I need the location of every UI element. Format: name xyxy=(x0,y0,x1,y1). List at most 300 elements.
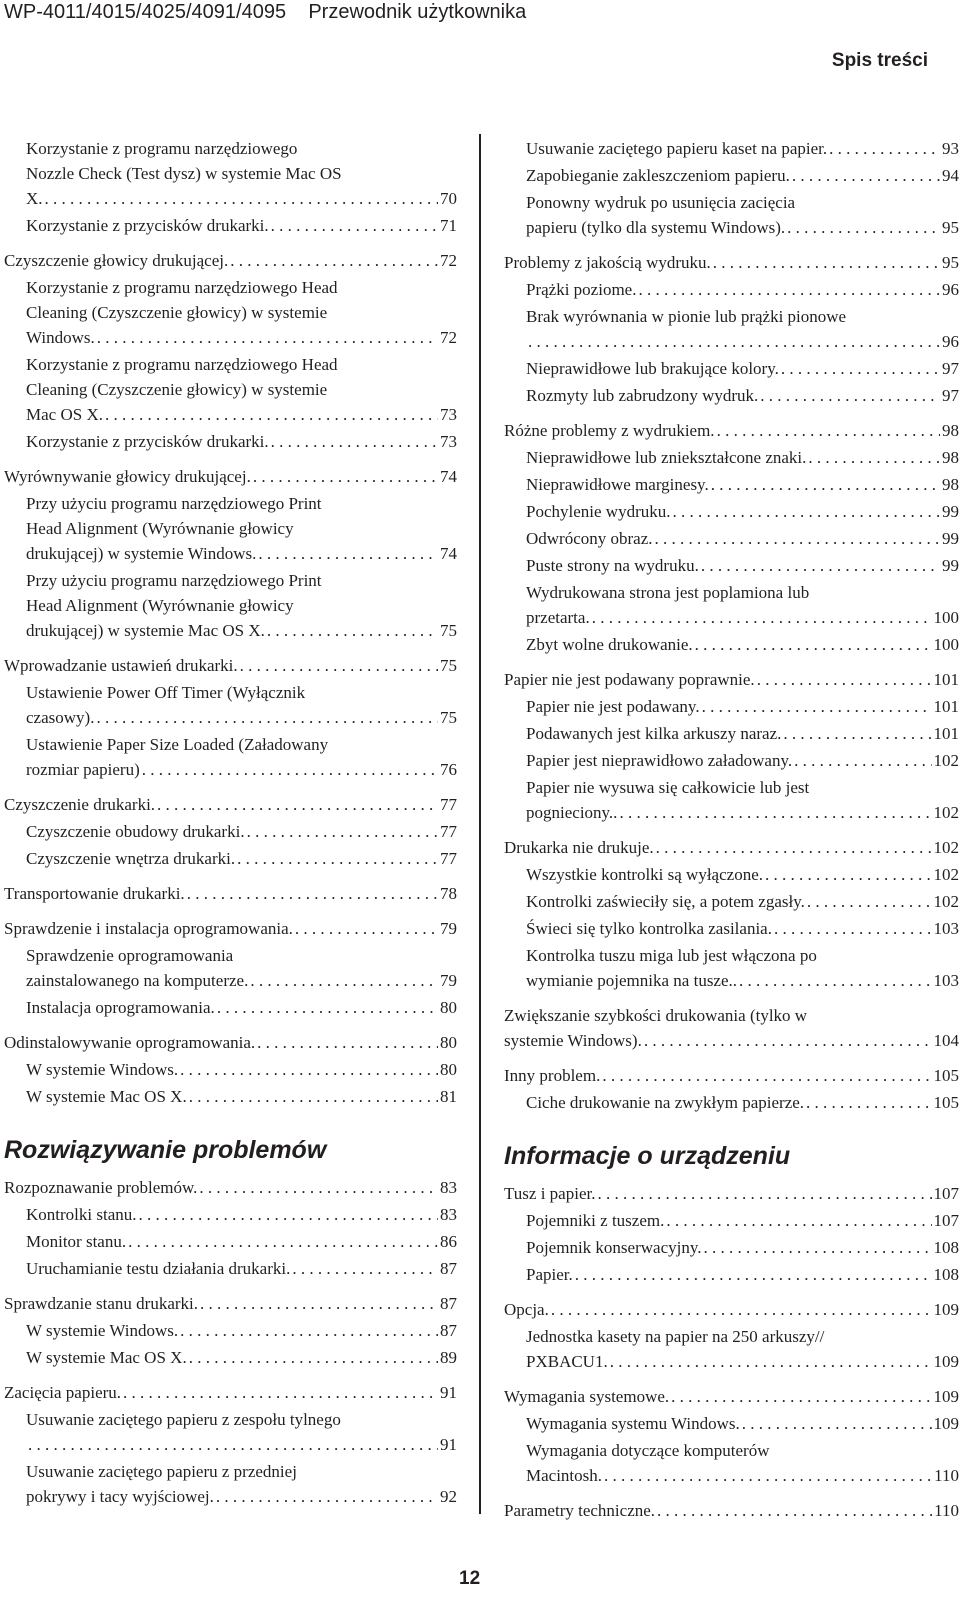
toc-page-number: 101 xyxy=(933,697,959,716)
toc-entry-text: Korzystanie z przycisków drukarki. xyxy=(26,432,269,451)
dot-leader xyxy=(139,1202,439,1227)
toc-entry-text: systemie Windows). xyxy=(504,1031,642,1050)
toc-entry-text: Ciche drukowanie na zwykłym papierze. xyxy=(526,1093,805,1112)
toc-page-number: 91 xyxy=(440,1435,457,1454)
toc-entry[interactable] xyxy=(4,732,457,782)
toc-list xyxy=(4,136,457,1109)
toc-entry-text: Kontrolka tuszu miga lub jest włączona po xyxy=(526,946,817,965)
toc-entry[interactable] xyxy=(504,445,959,470)
toc-entry[interactable] xyxy=(4,846,457,871)
toc-page-number: 101 xyxy=(933,670,959,689)
dot-leader xyxy=(247,819,438,844)
dot-leader xyxy=(189,1345,438,1370)
guide-title: Przewodnik użytkownika xyxy=(308,1,527,23)
toc-page-number: 93 xyxy=(942,139,959,158)
toc-entry-text: Head Alignment (Wyrównanie głowicy xyxy=(26,596,294,615)
toc-entry[interactable] xyxy=(4,1459,457,1509)
toc-entry-text: Wydrukowana strona jest poplamiona lub xyxy=(526,583,810,602)
toc-right-column xyxy=(504,136,959,1523)
toc-entry-text: przetarta. xyxy=(526,608,590,627)
toc-page-number: 95 xyxy=(942,218,959,237)
toc-entry[interactable] xyxy=(504,943,959,993)
toc-entry[interactable] xyxy=(4,819,457,844)
dot-leader xyxy=(713,250,940,275)
toc-entry[interactable] xyxy=(504,1090,959,1115)
toc-entry-text: Sprawdzenie oprogramowania xyxy=(26,946,234,965)
dot-leader xyxy=(142,757,438,782)
toc-entry[interactable] xyxy=(504,1438,959,1488)
toc-entry-text: W systemie Windows. xyxy=(26,1321,179,1340)
dot-leader xyxy=(253,464,438,489)
dot-leader xyxy=(592,605,932,630)
toc-entry-text: Korzystanie z programu narzędziowego Head xyxy=(26,278,338,297)
toc-page-number: 108 xyxy=(933,1265,959,1284)
dot-leader xyxy=(528,329,940,354)
toc-page-number: 96 xyxy=(942,332,959,351)
toc-entry[interactable] xyxy=(4,568,457,643)
toc-entry[interactable] xyxy=(4,429,457,454)
toc-entry[interactable] xyxy=(504,526,959,551)
toc-entry[interactable] xyxy=(504,163,959,188)
toc-entry[interactable] xyxy=(504,553,959,578)
toc-page-number: 101 xyxy=(933,724,959,743)
dot-leader xyxy=(216,1484,438,1509)
toc-entry-text: Zacięcia papieru. xyxy=(4,1383,122,1402)
dot-leader xyxy=(619,800,931,825)
toc-entry-text: Korzystanie z programu narzędziowego Head xyxy=(26,355,338,374)
toc-entry[interactable] xyxy=(4,1407,457,1457)
toc-entry[interactable] xyxy=(4,1084,457,1109)
toc-entry-text: Pochylenie wydruku. xyxy=(526,502,671,521)
toc-entry[interactable] xyxy=(4,275,457,350)
toc-entry-text: Pojemnik konserwacyjny. xyxy=(526,1238,702,1257)
toc-entry-text: Papier. xyxy=(526,1265,573,1284)
toc-entry-text: Przy użyciu programu narzędziowego Print xyxy=(26,494,322,513)
toc-entry[interactable] xyxy=(4,792,457,817)
toc-page-number: 107 xyxy=(933,1184,959,1203)
toc-entry-text: Papier nie jest podawany. xyxy=(526,697,700,716)
dot-leader xyxy=(671,1384,931,1409)
dot-leader xyxy=(604,1463,932,1488)
dot-leader xyxy=(199,1175,438,1200)
dot-leader xyxy=(656,835,932,860)
toc-list xyxy=(504,136,959,1115)
toc-page-number: 98 xyxy=(942,448,959,467)
toc-entry-text: Nieprawidłowe lub brakujące kolory. xyxy=(526,359,779,378)
dot-leader xyxy=(575,1262,932,1287)
toc-page-number: 102 xyxy=(933,892,959,911)
toc-page-number: 79 xyxy=(440,919,457,938)
toc-page-number: 103 xyxy=(933,971,959,990)
toc-entry-text: Drukarka nie drukuje. xyxy=(504,838,654,857)
toc-entry-text: Czyszczenie obudowy drukarki. xyxy=(26,822,245,841)
toc-entry-text: Jednostka kasety na papier na 250 arkuszy// xyxy=(526,1327,825,1346)
toc-entry[interactable] xyxy=(504,472,959,497)
toc-page-number: 78 xyxy=(440,884,457,903)
toc-entry[interactable] xyxy=(4,1318,457,1343)
toc-page-number: 99 xyxy=(942,529,959,548)
toc-entry[interactable] xyxy=(504,1003,959,1053)
toc-entry-text: Uruchamianie testu działania drukarki. xyxy=(26,1259,291,1278)
toc-entry-text: Pojemniki z tuszem. xyxy=(526,1211,665,1230)
toc-page-number: 95 xyxy=(942,253,959,272)
toc-entry[interactable] xyxy=(504,748,959,773)
toc-entry-text: Head Alignment (Wyrównanie głowicy xyxy=(26,519,294,538)
toc-entry-text: czasowy). xyxy=(26,708,95,727)
toc-entry-text: Przy użyciu programu narzędziowego Print xyxy=(26,571,322,590)
toc-entry-text: Ustawienie Paper Size Loaded (Załadowany xyxy=(26,735,329,754)
toc-entry-text: Papier jest nieprawidłowo załadowany. xyxy=(526,751,793,770)
toc-entry[interactable] xyxy=(504,304,959,354)
toc-page-number: 94 xyxy=(942,166,959,185)
toc-page-number: 109 xyxy=(933,1387,959,1406)
dot-leader xyxy=(597,1181,931,1206)
toc-entry[interactable] xyxy=(4,352,457,427)
toc-page-number: 102 xyxy=(933,803,959,822)
toc-entry[interactable] xyxy=(4,1291,457,1316)
dot-leader xyxy=(45,186,438,211)
toc-page-number: 80 xyxy=(440,1033,457,1052)
toc-entry[interactable] xyxy=(504,499,959,524)
toc-entry-text: zainstalowanego na komputerze. xyxy=(26,971,249,990)
toc-entry[interactable] xyxy=(4,1202,457,1227)
dot-leader xyxy=(701,553,940,578)
toc-entry-text: Problemy z jakością wydruku. xyxy=(504,253,711,272)
dot-leader xyxy=(644,1028,932,1053)
toc-entry-text: Odinstalowywanie oprogramowania. xyxy=(4,1033,256,1052)
dot-leader xyxy=(742,1411,932,1436)
dot-leader xyxy=(787,215,940,240)
toc-page-number: 70 xyxy=(440,189,457,208)
toc-page-number: 87 xyxy=(440,1259,457,1278)
dot-leader xyxy=(829,136,940,161)
toc-entry-text: Cleaning (Czyszczenie głowicy) w systemie xyxy=(26,380,328,399)
toc-entry-text: Transportowanie drukarki. xyxy=(4,884,185,903)
toc-entry-text: Wymagania dotyczące komputerów xyxy=(526,1441,770,1460)
toc-entry[interactable] xyxy=(504,889,959,914)
toc-page-number: 108 xyxy=(933,1238,959,1257)
dot-leader xyxy=(711,472,940,497)
dot-leader xyxy=(189,1084,438,1109)
dot-leader xyxy=(237,846,438,871)
toc-page-number: 102 xyxy=(933,865,959,884)
dot-leader xyxy=(157,792,438,817)
toc-page-number: 75 xyxy=(440,621,457,640)
toc-page-number: 98 xyxy=(942,421,959,440)
dot-leader xyxy=(267,618,438,643)
toc-entry[interactable] xyxy=(504,835,959,860)
toc-page-number: 110 xyxy=(934,1466,959,1485)
toc-entry[interactable] xyxy=(504,356,959,381)
toc-entry-text: drukującej) w systemie Mac OS X. xyxy=(26,621,265,640)
toc-entry-text: pognieciony.. xyxy=(526,803,618,822)
dot-leader xyxy=(250,968,438,993)
dot-leader xyxy=(240,653,438,678)
dot-leader xyxy=(292,1256,438,1281)
toc-entry[interactable] xyxy=(4,916,457,941)
dot-leader xyxy=(257,1030,438,1055)
toc-entry-text: drukującej) w systemie Windows. xyxy=(26,544,257,563)
toc-entry[interactable] xyxy=(504,694,959,719)
dot-leader xyxy=(783,721,931,746)
toc-entry[interactable] xyxy=(4,464,457,489)
toc-entry-text: Sprawdzenie i instalacja oprogramowania. xyxy=(4,919,293,938)
toc-entry[interactable] xyxy=(4,653,457,678)
dot-leader xyxy=(703,1235,931,1260)
toc-entry[interactable] xyxy=(504,250,959,275)
dot-leader xyxy=(271,213,438,238)
toc-entry-text: W systemie Mac OS X. xyxy=(26,1087,187,1106)
toc-entry[interactable] xyxy=(504,1235,959,1260)
toc-page-number: 109 xyxy=(933,1352,959,1371)
column-divider xyxy=(479,134,481,1514)
dot-leader xyxy=(123,1380,438,1405)
toc-entry-text: Wymagania systemowe. xyxy=(504,1387,670,1406)
toc-page-number: 72 xyxy=(440,251,457,270)
dot-leader xyxy=(792,163,940,188)
toc-entry[interactable] xyxy=(504,667,959,692)
toc-entry-text: Tusz i papier. xyxy=(504,1184,596,1203)
toc-entry[interactable] xyxy=(504,277,959,302)
dot-leader xyxy=(105,402,438,427)
dot-leader xyxy=(717,418,940,443)
dot-leader xyxy=(28,1432,438,1457)
toc-entry-text: Korzystanie z programu narzędziowego xyxy=(26,139,298,158)
toc-entry[interactable] xyxy=(504,1411,959,1436)
toc-entry[interactable] xyxy=(504,1262,959,1287)
toc-entry-text: Papier nie wysuwa się całkowicie lub jest xyxy=(526,778,810,797)
toc-page-number: 77 xyxy=(440,795,457,814)
toc-page-number: 109 xyxy=(933,1414,959,1433)
toc-entry-text: Instalacja oprogramowania. xyxy=(26,998,215,1017)
dot-leader xyxy=(551,1297,932,1322)
toc-page-number: 102 xyxy=(933,838,959,857)
dot-leader xyxy=(760,383,940,408)
dot-leader xyxy=(180,1057,438,1082)
toc-entry-text: rozmiar papieru) xyxy=(26,760,140,779)
toc-entry-text: Ponowny wydruk po usunięcia zacięcia xyxy=(526,193,796,212)
toc-entry[interactable] xyxy=(504,632,959,657)
dot-leader xyxy=(217,995,438,1020)
toc-entry[interactable] xyxy=(4,995,457,1020)
toc-entry[interactable] xyxy=(4,136,457,211)
dot-leader xyxy=(258,541,438,566)
running-header xyxy=(4,0,526,24)
dot-leader xyxy=(657,1498,932,1523)
toc-entry-text: Korzystanie z przycisków drukarki. xyxy=(26,216,269,235)
dot-leader xyxy=(774,916,932,941)
toc-page-number: 72 xyxy=(440,328,457,347)
dot-leader xyxy=(806,1090,931,1115)
toc-entry-text: Kontrolki zaświeciły się, a potem zgasły. xyxy=(526,892,805,911)
toc-entry[interactable] xyxy=(4,881,457,906)
toc-entry-text: Odwrócony obraz. xyxy=(526,529,653,548)
toc-page-number: 75 xyxy=(440,708,457,727)
toc-entry-text: wymianie pojemnika na tusze.. xyxy=(526,971,738,990)
toc-page-number: 80 xyxy=(440,1060,457,1079)
dot-leader xyxy=(794,748,931,773)
dot-leader xyxy=(695,632,932,657)
toc-entry-text: Czyszczenie wnętrza drukarki. xyxy=(26,849,236,868)
section-heading-product-info: Informacje o urządzeniu xyxy=(504,1142,791,1170)
dot-leader xyxy=(672,499,940,524)
dot-leader xyxy=(808,445,940,470)
toc-entry[interactable] xyxy=(4,1345,457,1370)
dot-leader xyxy=(230,248,438,273)
toc-entry[interactable] xyxy=(504,1324,959,1374)
toc-entry[interactable] xyxy=(504,190,959,240)
dot-leader xyxy=(187,881,438,906)
toc-page-number: 103 xyxy=(933,919,959,938)
toc-entry-text: Czyszczenie drukarki. xyxy=(4,795,156,814)
toc-entry-text: Nieprawidłowe marginesy. xyxy=(526,475,709,494)
dot-leader xyxy=(271,429,438,454)
toc-entry-text: Zwiększanie szybkości drukowania (tylko w xyxy=(504,1006,808,1025)
toc-entry-text: Ustawienie Power Off Timer (Wyłącznik xyxy=(26,683,306,702)
toc-entry-text: Rozmyty lub zabrudzony wydruk. xyxy=(526,386,759,405)
dot-leader xyxy=(200,1291,438,1316)
toc-entry-text: Zapobieganie zakleszczeniom papieru. xyxy=(526,166,790,185)
toc-page-number: 83 xyxy=(440,1205,457,1224)
toc-entry-text: Usuwanie zaciętego papieru z zespołu tylnego xyxy=(26,1410,341,1429)
toc-page-number: 97 xyxy=(942,386,959,405)
toc-entry-text: Wprowadzanie ustawień drukarki. xyxy=(4,656,238,675)
section-header: Spis treści xyxy=(831,50,928,71)
dot-leader xyxy=(757,667,932,692)
toc-page-number: 71 xyxy=(440,216,457,235)
dot-leader xyxy=(739,968,931,993)
toc-entry[interactable] xyxy=(504,1384,959,1409)
toc-entry[interactable] xyxy=(4,1380,457,1405)
toc-page-number: 91 xyxy=(440,1383,457,1402)
toc-page-number: 75 xyxy=(440,656,457,675)
toc-entry[interactable] xyxy=(504,916,959,941)
toc-entry-text: Usuwanie zaciętego papieru kaset na papier. xyxy=(526,139,828,158)
toc-entry[interactable] xyxy=(504,383,959,408)
toc-page-number: 110 xyxy=(934,1501,959,1520)
dot-leader xyxy=(96,705,438,730)
toc-entry[interactable] xyxy=(4,1057,457,1082)
toc-page-number: 109 xyxy=(933,1300,959,1319)
toc-entry[interactable] xyxy=(4,213,457,238)
toc-entry[interactable] xyxy=(4,943,457,993)
toc-entry-text: pokrywy i tacy wyjściowej. xyxy=(26,1487,214,1506)
toc-entry[interactable] xyxy=(504,1498,959,1523)
toc-entry-text: Brak wyrównania w pionie lub prążki pionowe xyxy=(526,307,847,326)
toc-entry-text: Usuwanie zaciętego papieru z przedniej xyxy=(26,1462,297,1481)
toc-page-number: 96 xyxy=(942,280,959,299)
toc-entry-text: PXBACU1. xyxy=(526,1352,608,1371)
toc-entry[interactable] xyxy=(4,491,457,566)
toc-entry-text: Papier nie jest podawany poprawnie. xyxy=(504,670,755,689)
toc-page-number: 87 xyxy=(440,1294,457,1313)
toc-page-number: 74 xyxy=(440,467,457,486)
toc-entry[interactable] xyxy=(504,1181,959,1206)
toc-page-number: 100 xyxy=(933,635,959,654)
toc-page-number: 105 xyxy=(933,1066,959,1085)
dot-leader xyxy=(655,526,940,551)
toc-page-number: 74 xyxy=(440,544,457,563)
toc-entry-text: Kontrolki stanu. xyxy=(26,1205,137,1224)
dot-leader xyxy=(128,1229,438,1254)
dot-leader xyxy=(666,1208,931,1233)
toc-page-number: 76 xyxy=(440,760,457,779)
toc-entry[interactable] xyxy=(4,248,457,273)
toc-page-number: 100 xyxy=(933,608,959,627)
toc-page-number: 99 xyxy=(942,502,959,521)
toc-entry-text: Świeci się tylko kontrolka zasilania. xyxy=(526,919,772,938)
toc-page-number: 77 xyxy=(440,849,457,868)
page-number: 12 xyxy=(459,1568,481,1589)
toc-entry-text: Czyszczenie głowicy drukującej. xyxy=(4,251,229,270)
toc-entry[interactable] xyxy=(504,1063,959,1088)
toc-entry-text: Prążki poziome. xyxy=(526,280,637,299)
toc-entry-text: Parametry techniczne. xyxy=(504,1501,656,1520)
toc-page-number: 86 xyxy=(440,1232,457,1251)
toc-entry-text: Nozzle Check (Test dysz) w systemie Mac OS xyxy=(26,164,342,183)
toc-entry-text: Zbyt wolne drukowanie. xyxy=(526,635,693,654)
toc-entry-text: Opcja. xyxy=(504,1300,549,1319)
toc-entry-text: Wymagania systemu Windows. xyxy=(526,1414,740,1433)
toc-entry[interactable] xyxy=(504,1297,959,1322)
toc-left-column xyxy=(4,136,457,1509)
dot-leader xyxy=(610,1349,932,1374)
toc-page-number: 97 xyxy=(942,359,959,378)
toc-entry[interactable] xyxy=(4,1175,457,1200)
toc-entry[interactable] xyxy=(504,1208,959,1233)
toc-entry[interactable] xyxy=(504,862,959,887)
toc-page-number: 73 xyxy=(440,405,457,424)
section-heading-troubleshooting: Rozwiązywanie problemów xyxy=(4,1136,327,1164)
toc-entry-text: Macintosh. xyxy=(526,1466,603,1485)
toc-entry[interactable] xyxy=(504,418,959,443)
product-name: WP-4011/4015/4025/4091/4095 xyxy=(4,1,287,23)
toc-entry-text: W systemie Mac OS X. xyxy=(26,1348,187,1367)
toc-page-number: 79 xyxy=(440,971,457,990)
dot-leader xyxy=(702,694,932,719)
toc-entry-text: papieru (tylko dla systemu Windows). xyxy=(526,218,786,237)
toc-entry-text: Puste strony na wydruku. xyxy=(526,556,699,575)
toc-entry[interactable] xyxy=(504,775,959,825)
toc-entry-text: Monitor stanu. xyxy=(26,1232,127,1251)
toc-entry[interactable] xyxy=(504,580,959,630)
toc-page-number: 83 xyxy=(440,1178,457,1197)
dot-leader xyxy=(97,325,438,350)
toc-entry-text: Sprawdzanie stanu drukarki. xyxy=(4,1294,199,1313)
toc-list xyxy=(504,1181,959,1523)
toc-entry-text: X. xyxy=(26,189,43,208)
toc-entry[interactable] xyxy=(4,1256,457,1281)
toc-entry-text: Nieprawidłowe lub zniekształcone znaki. xyxy=(526,448,807,467)
toc-entry[interactable] xyxy=(4,1229,457,1254)
toc-list xyxy=(4,1175,457,1509)
toc-entry[interactable] xyxy=(504,136,959,161)
toc-page-number: 89 xyxy=(440,1348,457,1367)
toc-entry-text: Rozpoznawanie problemów. xyxy=(4,1178,198,1197)
dot-leader xyxy=(807,889,932,914)
toc-entry[interactable] xyxy=(4,680,457,730)
toc-page-number: 104 xyxy=(933,1031,959,1050)
toc-page-number: 77 xyxy=(440,822,457,841)
toc-page-number: 102 xyxy=(933,751,959,770)
toc-page-number: 105 xyxy=(933,1093,959,1112)
toc-entry-text: Różne problemy z wydrukiem. xyxy=(504,421,715,440)
toc-entry[interactable] xyxy=(504,721,959,746)
toc-page-number: 99 xyxy=(942,556,959,575)
dot-leader xyxy=(765,862,932,887)
toc-entry-text: Podawanych jest kilka arkuszy naraz. xyxy=(526,724,782,743)
toc-entry[interactable] xyxy=(4,1030,457,1055)
